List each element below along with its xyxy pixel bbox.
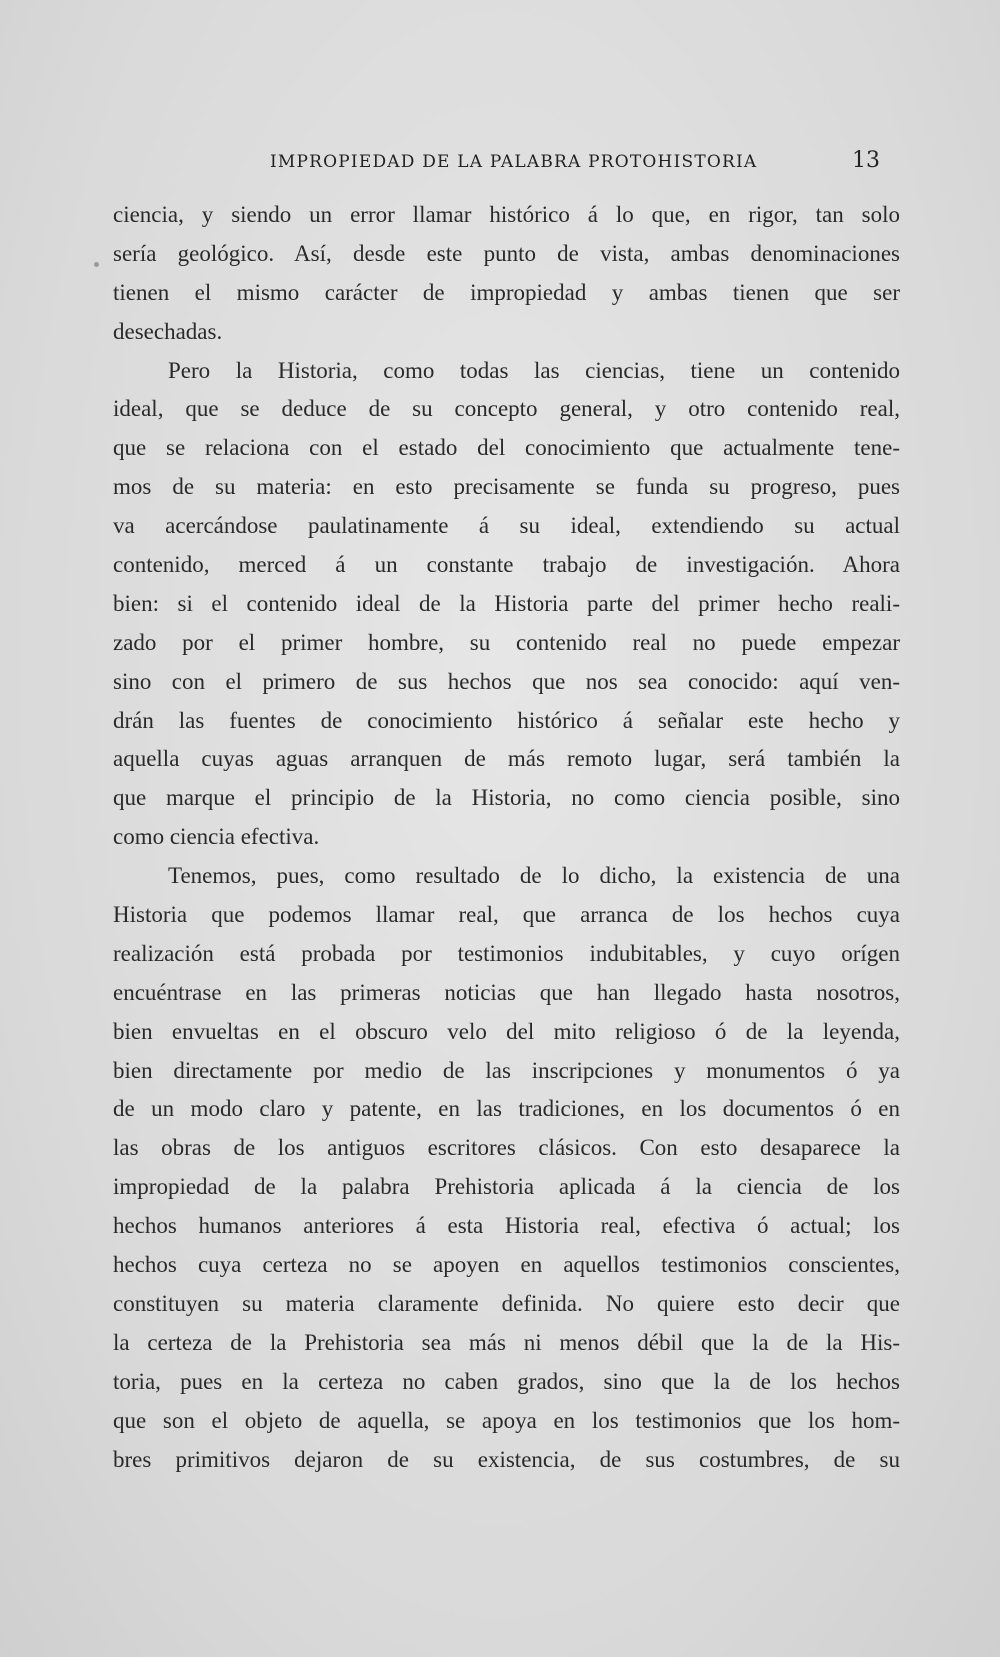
text-line: ideal, que se deduce de su concepto general, y otro contenido real, [113,396,900,422]
running-title: IMPROPIEDAD DE LA PALABRA PROTOHISTORIA [270,152,758,172]
text-line: mos de su materia: en esto precisamente se funda su progreso, pues [113,474,900,500]
text-line: Historia que podemos llamar real, que arranca de los hechos cuya [113,902,900,928]
text-line: Tenemos, pues, como resultado de lo dicho, la existencia de una [168,863,900,889]
page-number: 13 [852,148,880,173]
text-line: sería geológico. Así, desde este punto de vista, ambas denominaciones [113,240,900,266]
text-line: toria, pues en la certeza no caben grados, sino que la de los hechos [113,1368,900,1394]
text-line: de un modo claro y patente, en las tradiciones, en los documentos ó en [113,1096,900,1122]
text-line: sino con el primero de sus hechos que nos sea conocido: aquí ven- [113,668,900,694]
body-text [113,196,900,1479]
text-line: va acercándose paulatinamente á su ideal, extendiendo su actual [113,513,900,539]
text-line: que marque el principio de la Historia, no como ciencia posible, sino [113,785,900,811]
text-line: zado por el primer hombre, su contenido real no puede empezar [113,629,900,655]
text-line: encuéntrase en las primeras noticias que han llegado hasta nosotros, [113,979,900,1005]
text-line: ciencia, y siendo un error llamar histórico á lo que, en rigor, tan solo [113,202,900,227]
text-line: impropiedad de la palabra Prehistoria aplicada á la ciencia de los [113,1174,900,1200]
text-line: que se relaciona con el estado del conocimiento que actualmente tene- [113,435,900,461]
text-line: bien: si el contenido ideal de la Historia parte del primer hecho reali- [113,590,900,616]
paper-speck [94,262,99,267]
text-line: la certeza de la Prehistoria sea más ni menos débil que la de la His- [113,1329,900,1355]
text-line: bien envueltas en el obscuro velo del mito religioso ó de la leyenda, [113,1018,900,1044]
text-line: bien directamente por medio de las inscripciones y monumentos ó ya [113,1057,900,1083]
text-line: bres primitivos dejaron de su existencia, de sus costumbres, de su [113,1446,900,1472]
running-header [110,148,900,178]
text-line: como ciencia efectiva. [113,824,320,850]
text-line: realización está probada por testimonios indubitables, y cuyo orígen [113,940,900,966]
text-line: constituyen su materia claramente definida. No quiere esto decir que [113,1290,900,1316]
text-line: Pero la Historia, como todas las ciencias, tiene un contenido [168,357,900,383]
text-line: aquella cuyas aguas arranquen de más remoto lugar, será también la [113,746,900,772]
text-line: que son el objeto de aquella, se apoya en los testimonios que los hom- [113,1407,900,1433]
text-line: contenido, merced á un constante trabajo de investigación. Ahora [113,552,900,578]
text-line: tienen el mismo carácter de impropiedad y ambas tienen que ser [113,279,900,305]
text-line: hechos cuya certeza no se apoyen en aquellos testimonios conscientes, [113,1252,900,1278]
text-line: las obras de los antiguos escritores clásicos. Con esto desaparece la [113,1135,900,1161]
text-line: hechos humanos anteriores á esta Historia real, efectiva ó actual; los [113,1213,900,1239]
text-line: drán las fuentes de conocimiento histórico á señalar este hecho y [113,707,900,733]
text-line: desechadas. [113,318,223,344]
